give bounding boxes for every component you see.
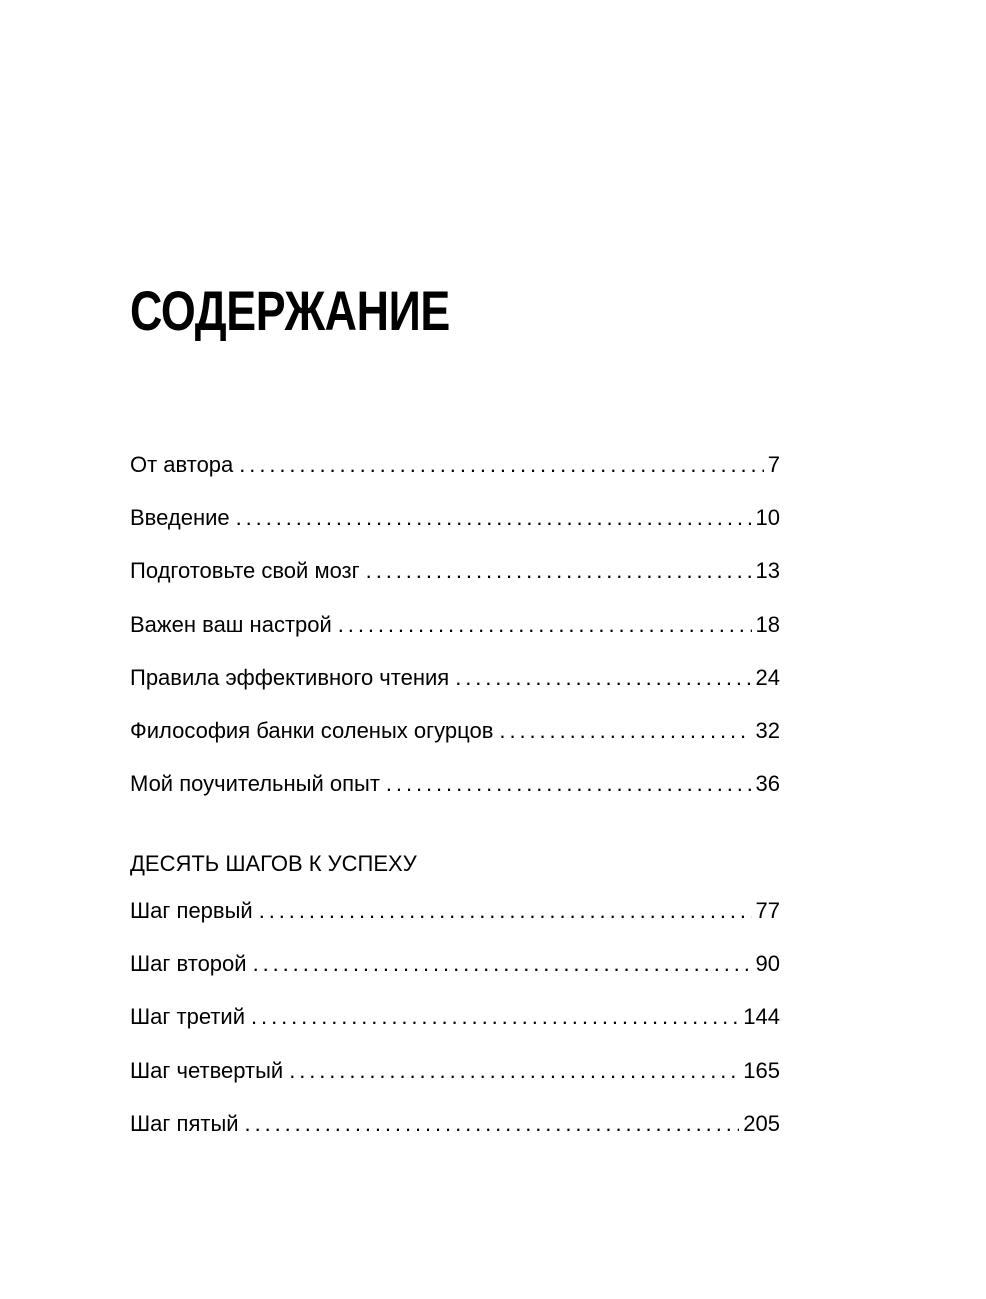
dot-leader xyxy=(251,1000,739,1034)
toc-entry-label: Философия банки соленых огурцов xyxy=(130,717,494,743)
toc-entry-label: Мой поучительный опыт xyxy=(130,771,380,797)
toc-entry xyxy=(130,1000,780,1053)
toc-entry xyxy=(130,1107,780,1160)
toc-entry-page: 7 xyxy=(767,452,780,477)
dot-leader xyxy=(366,554,752,588)
dot-leader xyxy=(253,947,752,981)
toc-entry xyxy=(130,714,780,767)
table-of-contents-main xyxy=(130,448,780,820)
toc-entry-page: 205 xyxy=(743,1110,780,1136)
toc-entry-page: 32 xyxy=(755,717,780,743)
toc-entry-page: 77 xyxy=(755,898,780,923)
toc-entry-label: От автора xyxy=(130,452,234,477)
toc-entry-label: Шаг первый xyxy=(130,898,253,923)
toc-entry-label: Введение xyxy=(130,505,230,531)
toc-entry xyxy=(130,661,780,714)
toc-entry xyxy=(130,947,780,1000)
dot-leader xyxy=(259,894,752,928)
toc-entry-page: 13 xyxy=(755,558,780,584)
toc-entry xyxy=(130,1054,780,1107)
toc-entry xyxy=(130,448,780,501)
toc-entry xyxy=(130,554,780,607)
page-title: СОДЕРЖАНИЕ xyxy=(130,279,450,342)
dot-leader xyxy=(338,608,752,642)
toc-entry-page: 144 xyxy=(743,1004,780,1030)
toc-entry-page: 18 xyxy=(755,611,780,637)
section-heading: ДЕСЯТЬ ШАГОВ К УСПЕХУ xyxy=(130,851,417,876)
dot-leader xyxy=(236,501,752,535)
toc-entry-label: Шаг третий xyxy=(130,1004,246,1030)
toc-entry-label: Подготовьте свой мозг xyxy=(130,558,360,584)
dot-leader xyxy=(455,661,751,695)
dot-leader xyxy=(289,1054,739,1088)
toc-entry-page: 24 xyxy=(755,664,780,690)
toc-entry xyxy=(130,767,780,820)
toc-entry xyxy=(130,608,780,661)
toc-entry-label: Важен ваш настрой xyxy=(130,611,332,637)
dot-leader xyxy=(245,1107,740,1141)
toc-entry-label: Правила эффективного чтения xyxy=(130,664,450,690)
table-of-contents-steps xyxy=(130,894,780,1160)
toc-entry-label: Шаг пятый xyxy=(130,1110,239,1136)
toc-entry-page: 90 xyxy=(755,951,780,977)
toc-entry-label: Шаг четвертый xyxy=(130,1057,284,1083)
dot-leader xyxy=(239,448,763,482)
dot-leader xyxy=(499,714,751,748)
toc-entry-label: Шаг второй xyxy=(130,951,247,977)
dot-leader xyxy=(386,767,752,801)
toc-entry-page: 165 xyxy=(743,1057,780,1083)
toc-entry-page: 36 xyxy=(755,771,780,797)
toc-entry-page: 10 xyxy=(755,505,780,531)
toc-entry xyxy=(130,894,780,947)
toc-entry xyxy=(130,501,780,554)
